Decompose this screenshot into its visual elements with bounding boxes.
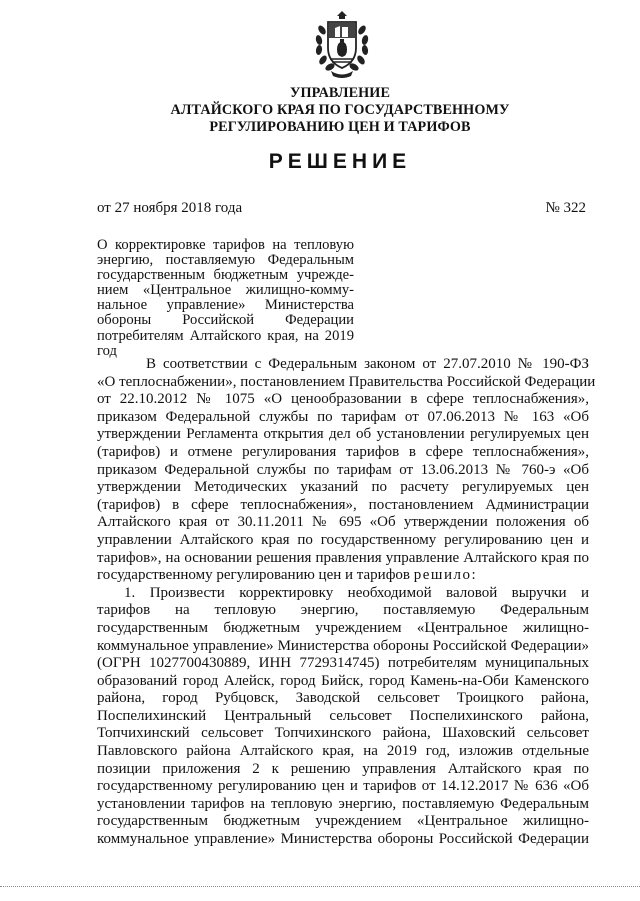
body-line: от 22.10.2012 № 1075 «О ценообразовании в сфере теплоснабжения», [97, 391, 589, 408]
resolution-word: решило: [413, 567, 478, 584]
body-line: В соответствии с Федеральным законом от 27.07.2010 № 190-ФЗ [146, 356, 589, 372]
body-line: (тарифов) и отмене регулирования тарифов в сфере теплоснабжения», [97, 443, 589, 460]
body-line: приказом Федеральной службы по тарифам от 07.06.2013 № 163 «Об [97, 408, 589, 425]
body-line: тарифов», на основании решения правления управление Алтайского края по [97, 549, 589, 566]
body-line: тарифов на тепловую энергию, поставляемую Федеральным [97, 602, 589, 619]
body-line: установлении тарифов на тепловую энергию, поставляемую Федеральным [97, 795, 589, 812]
body-line: государственным бюджетным учреждением «Центральное жилищно- [97, 619, 589, 636]
body-line: «О теплоснабжении», постановлением Правительства Российской Федерации [97, 373, 596, 390]
body-line: приказом Федеральной службы по тарифам от 13.06.2013 № 760-э «Об [97, 461, 589, 478]
body-line: Топчихинский сельсовет Топчихинского района, Шаховский сельсовет [97, 725, 589, 742]
subject-line: государственным бюджетным учрежде- [97, 267, 354, 284]
body-line: утверждении Методических указаний по расчету регулируемых цен [97, 479, 589, 496]
body-line: государственным бюджетным учреждением «Центральное жилищно- [97, 813, 589, 830]
document-date: от 27 ноября 2018 года [97, 200, 243, 216]
item-1-paragraph [97, 585, 589, 849]
org-name-line-1: УПРАВЛЕНИЕ [289, 85, 391, 101]
subject-line: потребителям Алтайского края, на 2019 [97, 327, 354, 344]
subject-line: обороны Российской Федерации [97, 312, 354, 329]
body-line: Алтайского края от 30.11.2011 № 695 «Об утверждении положения об [97, 514, 589, 531]
body-line: 1. Произвести корректировку необходимой валовой выручки и [124, 584, 589, 601]
body-line: утверждении Регламента открытия дел об установлении регулируемых цен [97, 426, 589, 443]
subject-line: О корректировке тарифов на тепловую [97, 237, 354, 253]
body-line: района, город Рубцовск, Заводской сельсовет Троицкого района, [97, 690, 589, 707]
document-number: № 322 [545, 200, 586, 216]
document-title: РЕШЕНИЕ [268, 150, 412, 173]
body-line: позиции приложения 2 к решению управления Алтайского края по [97, 760, 589, 777]
page-bottom-divider [0, 886, 640, 887]
subject-line: год [97, 342, 117, 359]
body-line: Павловского района Алтайского края, на 2019 год, изложив отдельные [97, 743, 589, 760]
body-line: образований город Алейск, город Бийск, город Камень-на-Оби Каменского [97, 672, 589, 689]
document-body [97, 356, 596, 849]
body-line: управлении Алтайского края по государственному регулированию цен и [97, 531, 589, 548]
subject-line: энергию, поставляемую Федеральным [97, 252, 354, 269]
org-name-line-3: РЕГУЛИРОВАНИЮ ЦЕН И ТАРИФОВ [209, 119, 471, 135]
body-line: государственному регулированию цен и тарифов от 14.12.2017 № 636 «Об [97, 778, 589, 795]
body-line: (тарифов) в сфере теплоснабжения», постановлением Администрации [97, 496, 589, 513]
body-line: коммунальное управление» Министерства обороны Российской Федерации [97, 831, 589, 848]
body-line: (ОГРН 1027700430889, ИНН 7729314745) потребителям муниципальных [97, 655, 589, 672]
body-line-text: государственному регулированию цен и тарифов [97, 567, 414, 584]
body-line: Поспелихинский Центральный сельсовет Поспелихинского района, [97, 707, 589, 724]
document-subject [97, 238, 354, 359]
org-name-line-2: АЛТАЙСКОГО КРАЯ ПО ГОСУДАРСТВЕННОМУ [170, 102, 510, 118]
body-line: коммунальное управление» Министерства обороны Российской Федерации» [97, 637, 589, 654]
altai-krai-coat-of-arms-icon [313, 10, 371, 78]
subject-line: нием «Центральное жилищно-комму- [97, 282, 354, 299]
subject-line: нальное управление» Министерства [97, 297, 354, 314]
preamble-paragraph [97, 356, 596, 585]
body-line [97, 567, 589, 585]
